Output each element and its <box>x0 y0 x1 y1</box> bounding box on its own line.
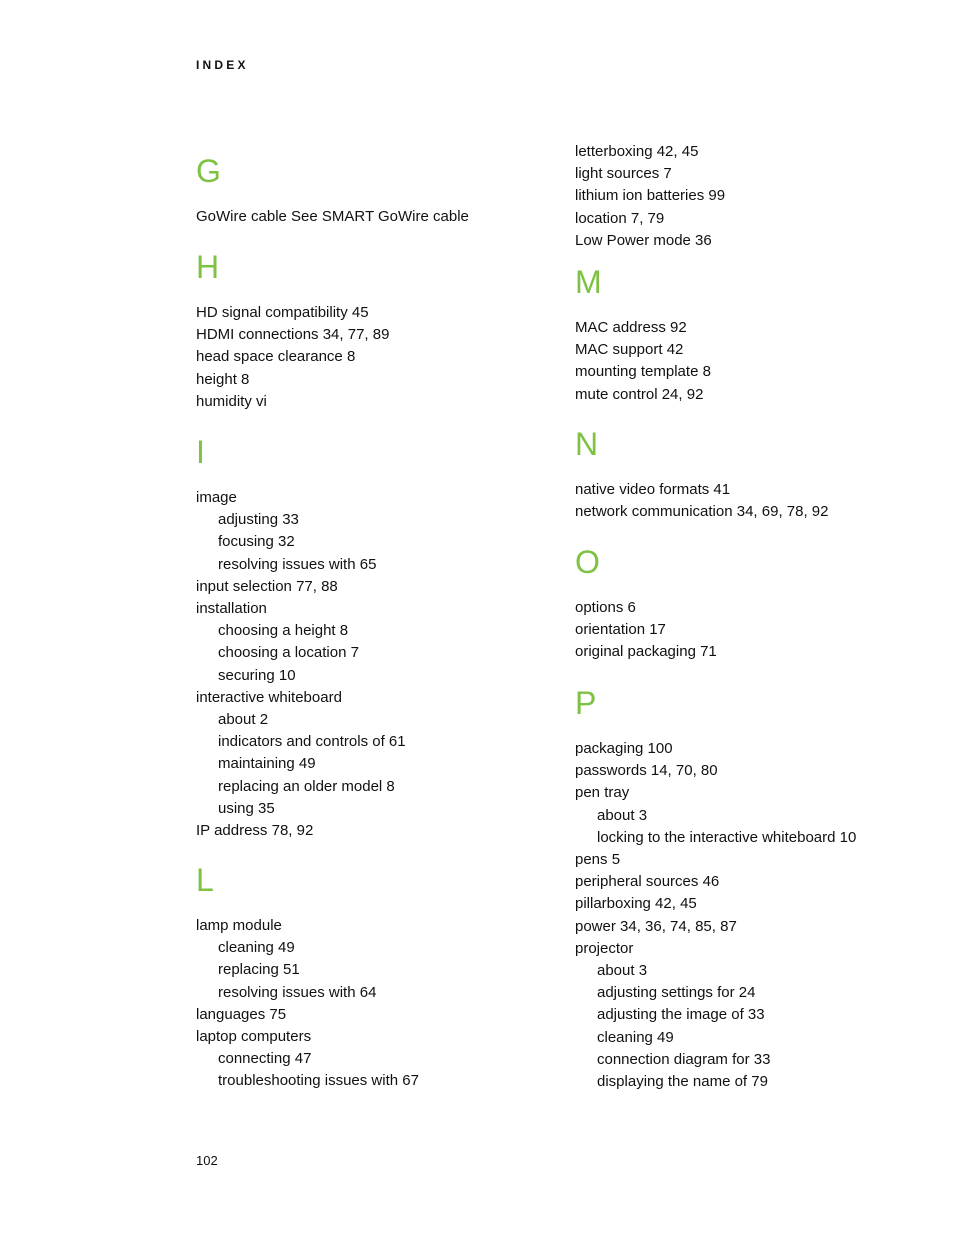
entry-list <box>196 206 556 228</box>
index-entry: mute control 24, 92 <box>575 385 704 403</box>
index-entry: installation <box>196 600 267 618</box>
index-section-l <box>196 864 556 1093</box>
index-entry: height 8 <box>196 370 250 388</box>
index-subentry: choosing a height 8 <box>218 622 349 640</box>
index-subentry: adjusting 33 <box>218 511 299 529</box>
entry-list <box>196 915 556 1093</box>
index-subentry: resolving issues with 64 <box>218 983 377 1001</box>
index-section-m <box>575 266 935 406</box>
index-subentry: displaying the name of 79 <box>597 1073 768 1091</box>
index-entry: location 7, 79 <box>575 209 665 227</box>
index-entry: packaging 100 <box>575 740 673 757</box>
index-entry: GoWire cable See SMART GoWire cable <box>196 208 469 225</box>
index-subentry: cleaning 49 <box>597 1028 674 1046</box>
entry-list <box>575 597 935 664</box>
index-entry: letterboxing 42, 45 <box>575 143 699 160</box>
section-letter-heading: M <box>575 264 602 300</box>
section-letter-heading: H <box>196 249 220 285</box>
index-subentry: adjusting the image of 33 <box>597 1006 765 1024</box>
index-entry: pillarboxing 42, 45 <box>575 895 697 913</box>
index-section-p <box>575 687 935 1093</box>
index-entry: mounting template 8 <box>575 363 711 381</box>
index-entry: light sources 7 <box>575 165 672 183</box>
index-section-n <box>575 428 935 523</box>
index-subentry: connecting 47 <box>218 1050 312 1068</box>
index-entry: peripheral sources 46 <box>575 873 720 891</box>
index-subentry: about 2 <box>218 711 269 729</box>
index-entry: IP address 78, 92 <box>196 822 314 840</box>
index-subentry: securing 10 <box>218 666 296 684</box>
index-entry: Low Power mode 36 <box>575 231 712 249</box>
index-subentry: using 35 <box>218 799 275 817</box>
index-section-g <box>196 155 556 228</box>
index-entry: head space clearance 8 <box>196 348 356 366</box>
index-subentry: connection diagram for 33 <box>597 1050 771 1068</box>
index-subentry: indicators and controls of 61 <box>218 733 406 751</box>
index-section-h <box>196 251 556 413</box>
index-entry: input selection 77, 88 <box>196 577 338 595</box>
index-subentry: focusing 32 <box>218 533 295 551</box>
section-letter-heading: P <box>575 685 597 721</box>
index-entry: power 34, 36, 74, 85, 87 <box>575 917 737 935</box>
entry-list <box>196 487 556 842</box>
section-letter-heading: G <box>196 153 221 189</box>
index-subentry: troubleshooting issues with 67 <box>218 1072 419 1090</box>
index-entry: humidity vi <box>196 392 267 410</box>
entry-list <box>196 302 556 413</box>
index-entry: lithium ion batteries 99 <box>575 187 726 205</box>
index-entry: HDMI connections 34, 77, 89 <box>196 326 390 344</box>
index-entry: pen tray <box>575 784 630 802</box>
index-entry: pens 5 <box>575 851 621 869</box>
entry-list <box>575 479 935 523</box>
section-letter-heading: N <box>575 426 599 462</box>
index-entry: image <box>196 489 237 506</box>
entry-list <box>575 317 935 406</box>
index-subentry: about 3 <box>597 962 648 980</box>
section-letter-heading: L <box>196 862 214 898</box>
section-letter-heading: I <box>196 434 205 470</box>
index-section-o <box>575 546 935 664</box>
index-subentry: about 3 <box>597 806 648 824</box>
entry-list <box>575 738 935 1093</box>
index-subentry: replacing 51 <box>218 961 300 979</box>
section-letter-heading: O <box>575 544 600 580</box>
index-entry: MAC support 42 <box>575 341 684 359</box>
index-subentry: locking to the interactive whiteboard 10 <box>597 828 857 846</box>
index-entry: laptop computers <box>196 1028 312 1046</box>
index-entry: options 6 <box>575 599 636 616</box>
index-entry: native video formats 41 <box>575 481 731 498</box>
index-subentry: maintaining 49 <box>218 755 316 773</box>
running-head: INDEX <box>196 58 249 72</box>
index-subentry: resolving issues with 65 <box>218 555 377 573</box>
index-subentry: adjusting settings for 24 <box>597 984 756 1002</box>
index-entry: orientation 17 <box>575 621 666 639</box>
index-entry: network communication 34, 69, 78, 92 <box>575 503 829 521</box>
index-entry: projector <box>575 939 634 957</box>
index-section-i <box>196 436 556 842</box>
index-entry: passwords 14, 70, 80 <box>575 762 718 780</box>
continued-entries-l <box>575 141 725 252</box>
index-entry: lamp module <box>196 917 282 934</box>
page-number: 102 <box>196 1153 218 1168</box>
index-subentry: replacing an older model 8 <box>218 777 395 795</box>
index-entry: HD signal compatibility 45 <box>196 304 369 321</box>
index-entry: MAC address 92 <box>575 319 687 336</box>
index-subentry: cleaning 49 <box>218 939 295 957</box>
index-entry: languages 75 <box>196 1005 287 1023</box>
index-entry: interactive whiteboard <box>196 688 342 706</box>
index-subentry: choosing a location 7 <box>218 644 359 662</box>
index-entry: original packaging 71 <box>575 643 717 661</box>
